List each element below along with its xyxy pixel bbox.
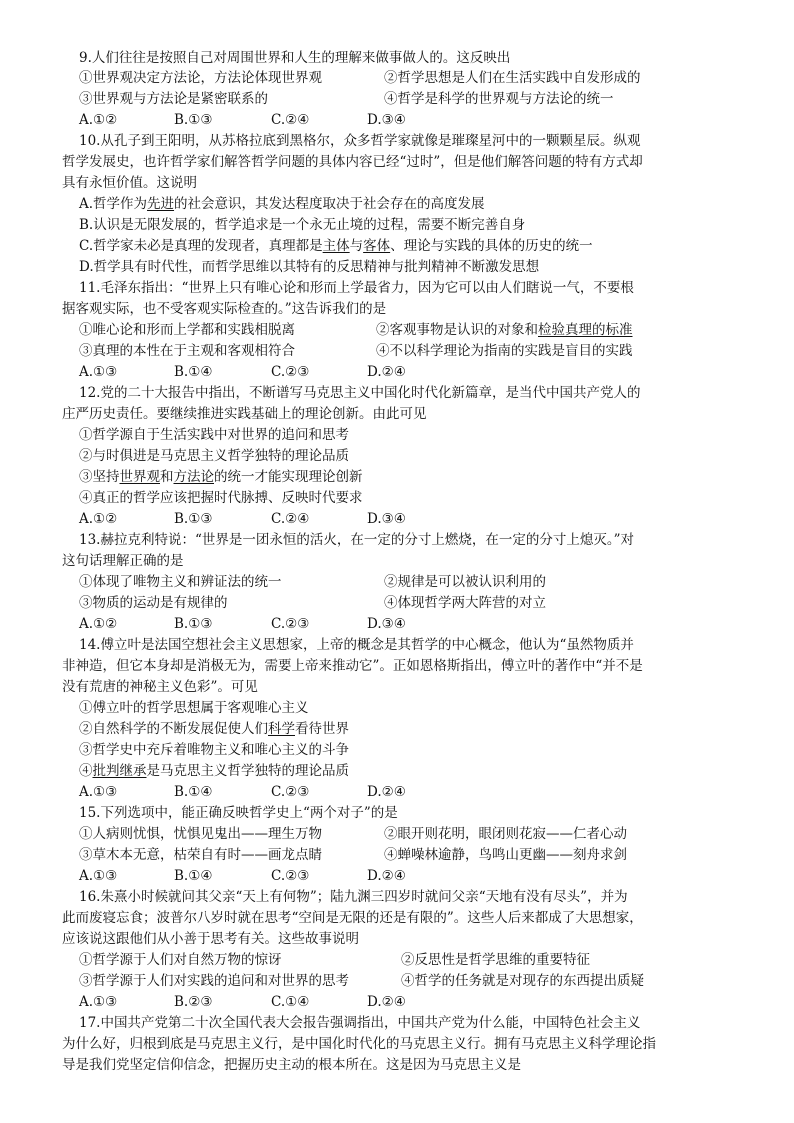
q16-option-1: ①哲学源于人们对自然万物的惊讶 [79, 952, 282, 968]
q13-stem-line-1: 13.赫拉克利特说：“世界是一团永恒的活火，在一定的分寸上燃烧，在一定的分寸上熄灭。”对 [79, 532, 635, 548]
q16-choice-d: D.②④ [367, 994, 406, 1010]
q14-stem-line-3: 没有荒唐的神秘主义色彩”。可见 [62, 679, 258, 695]
q12-option-3: ③坚持世界观和方法论的统一才能实现理论创新 [79, 469, 363, 485]
q17-stem-line-1: 17.中国共产党第二十次全国代表大会报告强调指出，中国共产党为什么能，中国特色社会主义 [79, 1015, 641, 1031]
q13-option-3: ③物质的运动是有规律的 [79, 595, 228, 611]
q10-choice-d: D.哲学具有时代性，而哲学思维以其特有的反思精神与批判精神不断激发思想 [79, 259, 540, 275]
q14-option-1: ①傅立叶的哲学思想属于客观唯心主义 [79, 700, 309, 716]
q11-choice-d: D.②④ [367, 364, 406, 380]
q15-option-3: ③草木本无意，枯荣自有时——画龙点睛 [79, 847, 322, 863]
q14-option-4: ④批判继承是马克思主义哲学独特的理论品质 [79, 763, 349, 779]
q9-option-4: ④哲学是科学的世界观与方法论的统一 [384, 91, 614, 107]
q15-choice-d: D.②④ [367, 868, 406, 884]
q15-option-1: ①人病则忧惧，忧惧见鬼出——理生万物 [79, 826, 322, 842]
q14-stem-line-1: 14.傅立叶是法国空想社会主义思想家，上帝的概念是其哲学的中心概念，他认为“虽然物质并 [79, 637, 634, 653]
q15-choice-c: C.②③ [271, 868, 310, 884]
q17-stem-line-2: 为什么好，归根到底是马克思主义行，是中国化时代化的马克思主义行。拥有马克思主义科学理论指 [62, 1036, 656, 1052]
q9-choice-b: B.①③ [174, 112, 213, 128]
q9-choice-a: A.①② [79, 112, 118, 128]
q14-choice-d: D.②④ [367, 784, 406, 800]
q12-option-1: ①哲学源自于生活实践中对世界的追问和思考 [79, 427, 349, 443]
q11-choice-c: C.②③ [271, 364, 310, 380]
q16-stem-line-3: 应该说这跟他们从小善于思考有关。这些故事说明 [62, 931, 359, 947]
q16-choice-c: C.①④ [271, 994, 310, 1010]
q11-option-2: ②客观事物是认识的对象和检验真理的标准 [376, 322, 633, 338]
q10-stem-line-2: 哲学发展史，也许哲学家们解答哲学问题的具体内容已经“过时”，但是他们解答问题的特有方式却 [62, 154, 643, 170]
q12-choice-c: C.②④ [271, 511, 310, 527]
q16-option-3: ③哲学源于人们对实践的追问和对世界的思考 [79, 973, 349, 989]
q15-option-4: ④蝉噪林逾静，鸟鸣山更幽——刻舟求剑 [384, 847, 627, 863]
q14-choice-b: B.①④ [174, 784, 213, 800]
q11-stem-line-2: 据客观实际，也不受客观实际检查的。”这告诉我们的是 [62, 301, 387, 317]
q11-option-4: ④不以科学理论为指南的实践是盲目的实践 [376, 343, 633, 359]
q12-choice-a: A.①② [79, 511, 118, 527]
q13-stem-line-2: 这句话理解正确的是 [62, 553, 184, 569]
q13-choice-a: A.①② [79, 616, 118, 632]
q17-stem-line-3: 导是我们党坚定信仰信念，把握历史主动的根本所在。这是因为马克思主义是 [62, 1057, 521, 1073]
q16-option-2: ②反思性是哲学思维的重要特征 [401, 952, 590, 968]
q10-stem-line-1: 10.从孔子到王阳明，从苏格拉底到黑格尔，众多哲学家就像是璀璨星河中的一颗颗星辰。纵观 [79, 133, 641, 149]
q9-stem: 9.人们往往是按照自己对周围世界和人生的理解来做事做人的。这反映出 [79, 50, 511, 66]
q11-choice-b: B.①④ [174, 364, 213, 380]
q11-stem-line-1: 11.毛泽东指出：“世界上只有唯心论和形而上学最省力，因为它可以由人们瞎说一气，不要根 [79, 280, 634, 296]
q13-option-2: ②规律是可以被认识利用的 [384, 574, 546, 590]
q14-option-2: ②自然科学的不断发展促使人们科学看待世界 [79, 721, 349, 737]
q10-choice-a: A.哲学作为先进的社会意识，其发达程度取决于社会存在的高度发展 [79, 196, 485, 212]
q10-choice-c: C.哲学家未必是真理的发现者，真理都是主体与客体、理论与实践的具体的历史的统一 [79, 238, 593, 254]
q16-option-4: ④哲学的任务就是对现存的东西提出质疑 [401, 973, 644, 989]
q9-choice-c: C.②④ [271, 112, 310, 128]
q14-stem-line-2: 非神造，但它本身却是消极无为，需要上帝来推动它”。正如恩格斯指出，傅立叶的著作中“并不是 [62, 658, 643, 674]
q10-stem-line-3: 具有永恒价值。这说明 [62, 175, 197, 191]
q16-choice-a: A.①③ [79, 994, 118, 1010]
q16-stem-line-2: 此而废寝忘食；波普尔八岁时就在思考“空间是无限的还是有限的”。这些人后来都成了大思想家， [62, 910, 643, 926]
q13-choice-c: C.②③ [271, 616, 310, 632]
q9-option-3: ③世界观与方法论是紧密联系的 [79, 91, 268, 107]
q13-choice-b: B.①③ [174, 616, 213, 632]
q10-choice-b: B.认识是无限发展的，哲学追求是一个永无止境的过程，需要不断完善自身 [79, 217, 526, 233]
q12-choice-d: D.③④ [367, 511, 406, 527]
q11-option-3: ③真理的本性在于主观和客观相符合 [79, 343, 295, 359]
q12-choice-b: B.①③ [174, 511, 213, 527]
q12-option-2: ②与时俱进是马克思主义哲学独特的理论品质 [79, 448, 349, 464]
q12-option-4: ④真正的哲学应该把握时代脉搏、反映时代要求 [79, 490, 363, 506]
q15-stem: 15.下列选项中，能正确反映哲学史上“两个对子”的是 [79, 805, 398, 821]
q16-choice-b: B.②③ [174, 994, 213, 1010]
q9-option-2: ②哲学思想是人们在生活实践中自发形成的 [384, 70, 641, 86]
q13-option-4: ④体现哲学两大阵营的对立 [384, 595, 546, 611]
q12-stem-line-2: 庄严历史责任。要继续推进实践基础上的理论创新。由此可见 [62, 406, 427, 422]
q14-option-3: ③哲学史中充斥着唯物主义和唯心主义的斗争 [79, 742, 349, 758]
q15-choice-a: A.①③ [79, 868, 118, 884]
q11-choice-a: A.①③ [79, 364, 118, 380]
q15-choice-b: B.①④ [174, 868, 213, 884]
q14-choice-c: C.②③ [271, 784, 310, 800]
q12-stem-line-1: 12.党的二十大报告中指出，不断谱写马克思主义中国化时代化新篇章，是当代中国共产党人的 [79, 385, 641, 401]
q15-option-2: ②眼开则花明，眼闭则花寂——仁者心动 [384, 826, 627, 842]
q9-option-1: ①世界观决定方法论，方法论体现世界观 [79, 70, 322, 86]
q13-choice-d: D.③④ [367, 616, 406, 632]
q11-option-1: ①唯心论和形而上学都和实践相脱离 [79, 322, 295, 338]
q9-choice-d: D.③④ [367, 112, 406, 128]
q14-choice-a: A.①③ [79, 784, 118, 800]
q16-stem-line-1: 16.朱熹小时候就问其父亲“天上有何物”；陆九渊三四岁时就问父亲“天地有没有尽头”，并为 [79, 889, 628, 905]
q13-option-1: ①体现了唯物主义和辨证法的统一 [79, 574, 282, 590]
